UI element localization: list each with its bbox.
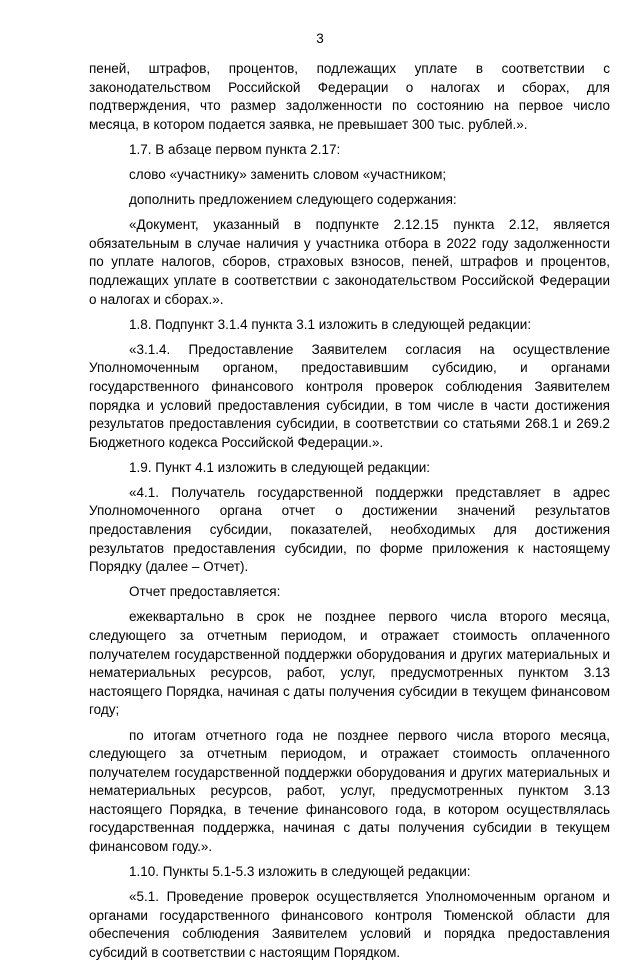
paragraph-item-5-1: «5.1. Проведение проверок осуществляется Уполномоченным органом и органами государственного финансового контроля Тюменской области для обеспечения соблюдения Заявителем условий и порядка предоставления субсидий в соответствии с настоящим Порядком.	[89, 889, 610, 961]
paragraph-item-1-7: 1.7. В абзаце первом пункта 2.17:	[129, 141, 341, 157]
paragraph-subitem-3-1-4: «3.1.4. Предоставление Заявителем согласия на осуществление Уполномоченным органом, предоставившим субсидию, и органами государственного финансового контроля проверок соблюдения Заявителем порядка и условий предоставления субсидии, в том числе в части достижения результатов предоставления субсидии, в соответствии со статьями 268.1 и 269.2 Бюджетного кодекса Российской Федерации.».	[89, 341, 610, 450]
paragraph-addition-intro: дополнить предложением следующего содержания:	[129, 192, 457, 208]
paragraph-item-1-8: 1.8. Подпункт 3.1.4 пункта 3.1 изложить в следующей редакции:	[129, 316, 532, 332]
paragraph-item-4-1: «4.1. Получатель государственной поддержки представляет в адрес Уполномоченного органа отчет о достижении значений результатов предоставления субсидии, показателей, необходимых для достижения результатов предоставления субсидии, по форме приложения к настоящему Порядку (далее – Отчет).	[89, 484, 610, 575]
paragraph-word-replacement: слово «участнику» заменить словом «участником;	[129, 166, 447, 182]
paragraph-item-1-9: 1.9. Пункт 4.1 изложить в следующей редакции:	[129, 459, 431, 475]
paragraph-annual-report: по итогам отчетного года не позднее первого числа второго месяца, следующего за отчетным периодом, и отражает стоимость оплаченного получателем государственной поддержки оборудования и других материальных и нематериальных ресурсов, работ, услуг, предусмотренных пунктом 3.13 настоящего Порядка, в течение финансового года, в котором осуществлялась государственная поддержка, начиная с даты получения субсидии в текущем финансовом году.».	[89, 727, 610, 855]
page-number: 3	[316, 31, 324, 46]
document-body	[89, 60, 610, 969]
paragraph-continuation: пеней, штрафов, процентов, подлежащих уплате в соответствии с законодательством Российской Федерации о налогах и сборах, для подтверждения, что размер задолженности по состоянию на первое число месяца, в котором подается заявка, не превышает 300 тыс. рублей.».	[89, 61, 610, 132]
paragraph-quarterly-report: ежеквартально в срок не позднее первого числа второго месяца, следующего за отчетным периодом, и отражает стоимость оплаченного получателем государственной поддержки оборудования и других материальных и нематериальных ресурсов, работ, услуг, предусмотренных пунктом 3.13 настоящего Порядка, начиная с даты получения субсидии в текущем финансовом году;	[89, 609, 610, 718]
paragraph-item-1-10: 1.10. Пункты 5.1-5.3 изложить в следующей редакции:	[129, 864, 471, 880]
paragraph-report-provided: Отчет предоставляется:	[129, 584, 281, 600]
paragraph-document-sentence: «Документ, указанный в подпункте 2.12.15 пункта 2.12, является обязательным в случае наличия у участника отбора в 2022 году задолженности по уплате налогов, сборов, страховых взносов, пеней, штрафов и процентов, подлежащих уплате в соответствии с законодательством Российской Федерации о налогах и сборах.».	[89, 217, 610, 307]
